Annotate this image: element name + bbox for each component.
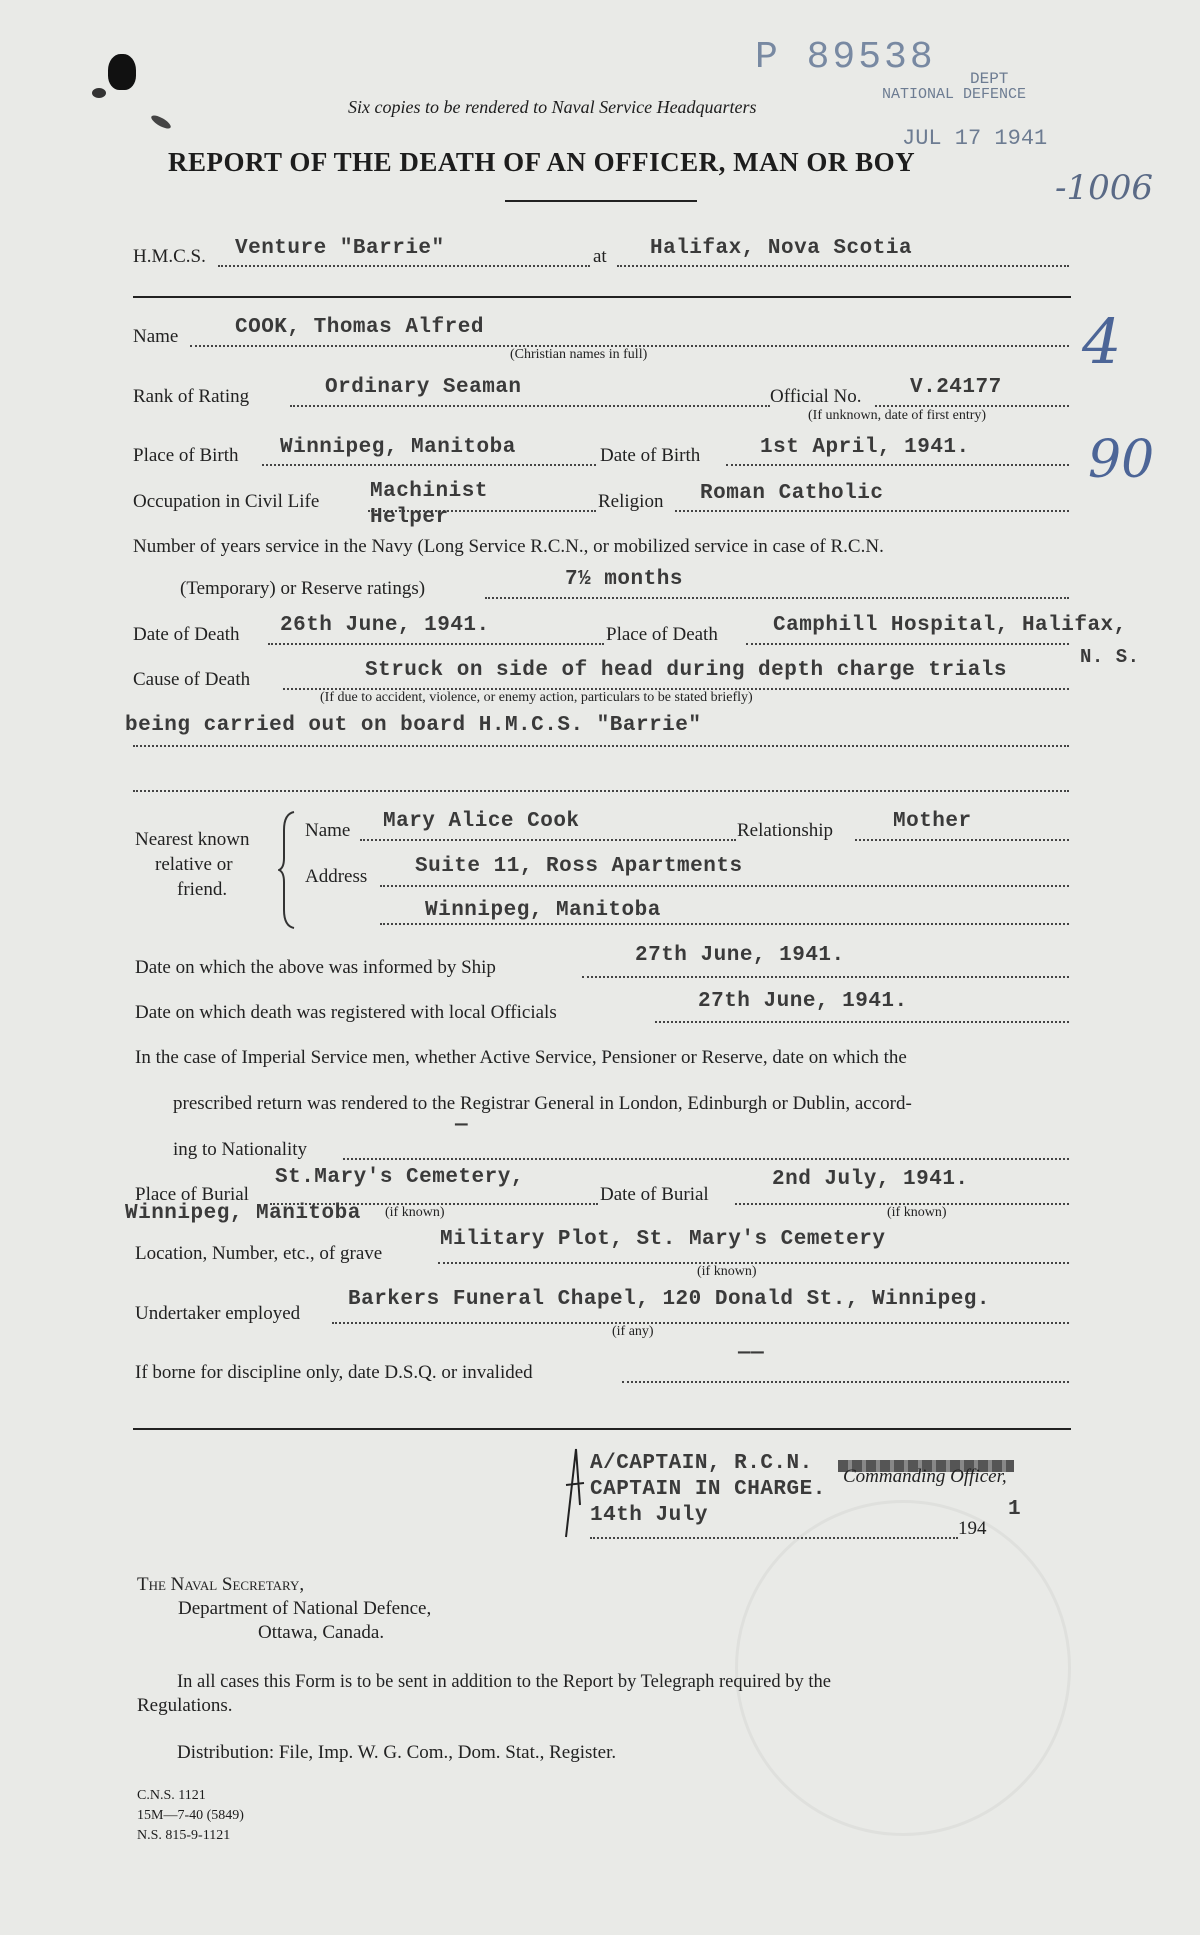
religion-label: Religion <box>598 491 664 512</box>
religion-line <box>675 510 1069 512</box>
at-label: at <box>593 246 607 267</box>
undertaker-value: Barkers Funeral Chapel, 120 Donald St., Winnipeg. <box>348 1288 991 1311</box>
rel-name-value: Mary Alice Cook <box>383 810 580 833</box>
cause-line-3 <box>133 790 1069 792</box>
at-line <box>617 265 1069 267</box>
year-suffix: 1 <box>1008 1498 1022 1521</box>
address-line-2 <box>380 923 1069 925</box>
service-label-1: Number of years service in the Navy (Long Service R.C.N., or mobilized service in case of R.C.N. <box>133 536 884 557</box>
dsq-label: If borne for discipline only, date D.S.Q. or invalided <box>135 1362 533 1383</box>
birth-date-line <box>726 464 1069 466</box>
official-no-label: Official No. <box>770 386 862 407</box>
margin-mark-2: 90 <box>1088 430 1155 490</box>
section-divider-2 <box>133 1428 1071 1430</box>
print-code: 15M—7-40 (5849) <box>137 1808 244 1823</box>
occupation-value-1: Machinist <box>370 480 488 503</box>
handwritten-ref: -1006 <box>1055 168 1154 208</box>
burial-date-note: (if known) <box>887 1205 947 1220</box>
burial-place-value-2: Winnipeg, Manitoba <box>125 1202 361 1225</box>
informed-value: 27th June, 1941. <box>635 944 845 967</box>
relative-brace <box>278 810 298 930</box>
death-place-value-2: N. S. <box>1080 646 1140 668</box>
informed-line <box>582 976 1069 978</box>
occupation-label: Occupation in Civil Life <box>133 491 320 512</box>
informed-label: Date on which the above was informed by Ship <box>135 957 496 978</box>
death-date-label: Date of Death <box>133 624 240 645</box>
address-line-1 <box>380 885 1069 887</box>
death-place-line <box>746 643 1069 645</box>
address-value-2: Winnipeg, Manitoba <box>425 899 661 922</box>
received-date-stamp: JUL 17 1941 <box>902 126 1048 151</box>
burial-place-note: (if known) <box>385 1205 445 1220</box>
imperial-label-3: ing to Nationality <box>173 1139 308 1160</box>
registered-label: Date on which death was registered with local Officials <box>135 1002 557 1023</box>
year-prefix: 194 <box>958 1518 987 1539</box>
rank-label: Rank of Rating <box>133 386 250 407</box>
name-note: (Christian names in full) <box>510 347 648 362</box>
secretary-line-3: Ottawa, Canada. <box>258 1622 385 1643</box>
burial-place-label: Place of Burial <box>135 1184 249 1205</box>
service-label-2: (Temporary) or Reserve ratings) <box>180 578 426 599</box>
birth-date-label: Date of Birth <box>600 445 701 466</box>
relationship-label: Relationship <box>737 820 834 841</box>
grave-note: (if known) <box>697 1264 757 1279</box>
occupation-value-2: Helper <box>370 506 449 529</box>
cause-note: (If due to accident, violence, or enemy action, particulars to be stated briefly) <box>320 690 753 705</box>
imperial-value: — <box>455 1114 469 1137</box>
cause-value-1: Struck on side of head during depth charge trials <box>365 659 1008 682</box>
grave-value: Military Plot, St. Mary's Cemetery <box>440 1228 886 1251</box>
hmcs-line <box>218 265 590 267</box>
copies-note: Six copies to be rendered to Naval Service Headquarters <box>348 97 757 117</box>
rel-name-label: Name <box>305 820 351 841</box>
national-defence-stamp: NATIONAL DEFENCE <box>882 86 1027 103</box>
dept-stamp: DEPT <box>970 70 1009 88</box>
page-title: REPORT OF THE DEATH OF AN OFFICER, MAN OR BOY <box>168 147 916 177</box>
death-date-line <box>268 643 604 645</box>
grave-label: Location, Number, etc., of grave <box>135 1243 383 1264</box>
registered-value: 27th June, 1941. <box>698 990 908 1013</box>
undertaker-label: Undertaker employed <box>135 1303 301 1324</box>
at-value: Halifax, Nova Scotia <box>650 237 913 260</box>
relationship-value: Mother <box>893 810 972 833</box>
hmcs-value: Venture "Barrie" <box>235 237 445 260</box>
burial-place-value-1: St.Mary's Cemetery, <box>275 1166 524 1189</box>
hmcs-label: H.M.C.S. <box>133 246 206 267</box>
birth-place-line <box>262 464 596 466</box>
birth-date-value: 1st April, 1941. <box>760 436 970 459</box>
service-line <box>485 597 1069 599</box>
dsq-line <box>622 1381 1069 1383</box>
signature-scrawl <box>562 1445 588 1541</box>
relative-label-1: Nearest known <box>135 829 250 850</box>
registered-line <box>655 1021 1069 1023</box>
death-date-value: 26th June, 1941. <box>280 614 490 637</box>
secretary-line-1: The Naval Secretary, <box>137 1574 305 1595</box>
instruction-note-2: Regulations. <box>137 1695 233 1716</box>
signature-date: 14th July <box>590 1504 708 1527</box>
file-number-stamp: P 89538 <box>755 36 936 79</box>
undertaker-note: (if any) <box>612 1324 654 1339</box>
commanding-officer-label: Commanding Officer, <box>843 1466 1007 1487</box>
death-place-label: Place of Death <box>606 624 718 645</box>
official-no-value: V.24177 <box>910 376 1002 399</box>
birth-place-value: Winnipeg, Manitoba <box>280 436 516 459</box>
imperial-line <box>343 1158 1069 1160</box>
relative-label-2: relative or <box>155 854 233 875</box>
undertaker-line <box>332 1322 1069 1324</box>
burial-date-label: Date of Burial <box>600 1184 709 1205</box>
rank-value: Ordinary Seaman <box>325 376 522 399</box>
address-value-1: Suite 11, Ross Apartments <box>415 855 743 878</box>
official-no-note: (If unknown, date of first entry) <box>808 408 987 423</box>
burial-date-value: 2nd July, 1941. <box>772 1168 969 1191</box>
signature-line-1: A/CAPTAIN, R.C.N. <box>590 1452 813 1475</box>
form-code: C.N.S. 1121 <box>137 1788 206 1803</box>
secretary-line-2: Department of National Defence, <box>178 1598 432 1619</box>
cause-label: Cause of Death <box>133 669 251 690</box>
imperial-label-2: prescribed return was rendered to the Registrar General in London, Edinburgh or Dublin, accord- <box>173 1093 912 1114</box>
instruction-note: In all cases this Form is to be sent in addition to the Report by Telegraph required by the <box>177 1672 831 1692</box>
rank-line <box>290 405 770 407</box>
ink-smudge <box>92 88 106 98</box>
distribution-note: Distribution: File, Imp. W. G. Com., Dom. Stat., Register. <box>177 1742 617 1763</box>
imperial-label-1: In the case of Imperial Service men, whether Active Service, Pensioner or Reserve, date on which the <box>135 1047 907 1068</box>
margin-mark-1: 4 <box>1082 305 1122 378</box>
dsq-value: —— <box>738 1342 765 1365</box>
faded-seal <box>735 1500 1071 1836</box>
ink-smudge-2 <box>149 113 172 131</box>
rel-name-line <box>360 839 736 841</box>
relative-label-3: friend. <box>177 879 228 900</box>
service-value: 7½ months <box>565 568 683 591</box>
name-value: COOK, Thomas Alfred <box>235 316 484 339</box>
address-label: Address <box>305 866 368 887</box>
section-divider-1 <box>133 296 1071 298</box>
cause-line-2 <box>133 745 1069 747</box>
cause-value-2: being carried out on board H.M.C.S. "Barrie" <box>125 714 702 737</box>
relationship-line <box>855 839 1069 841</box>
title-underline <box>505 200 697 202</box>
ns-code: N.S. 815-9-1121 <box>137 1828 231 1843</box>
ink-blot <box>108 54 136 90</box>
religion-value: Roman Catholic <box>700 482 884 505</box>
birth-place-label: Place of Birth <box>133 445 239 466</box>
death-place-value: Camphill Hospital, Halifax, <box>773 614 1127 637</box>
official-no-line <box>875 405 1069 407</box>
name-label: Name <box>133 326 179 347</box>
signature-line-2: CAPTAIN IN CHARGE. <box>590 1478 826 1501</box>
